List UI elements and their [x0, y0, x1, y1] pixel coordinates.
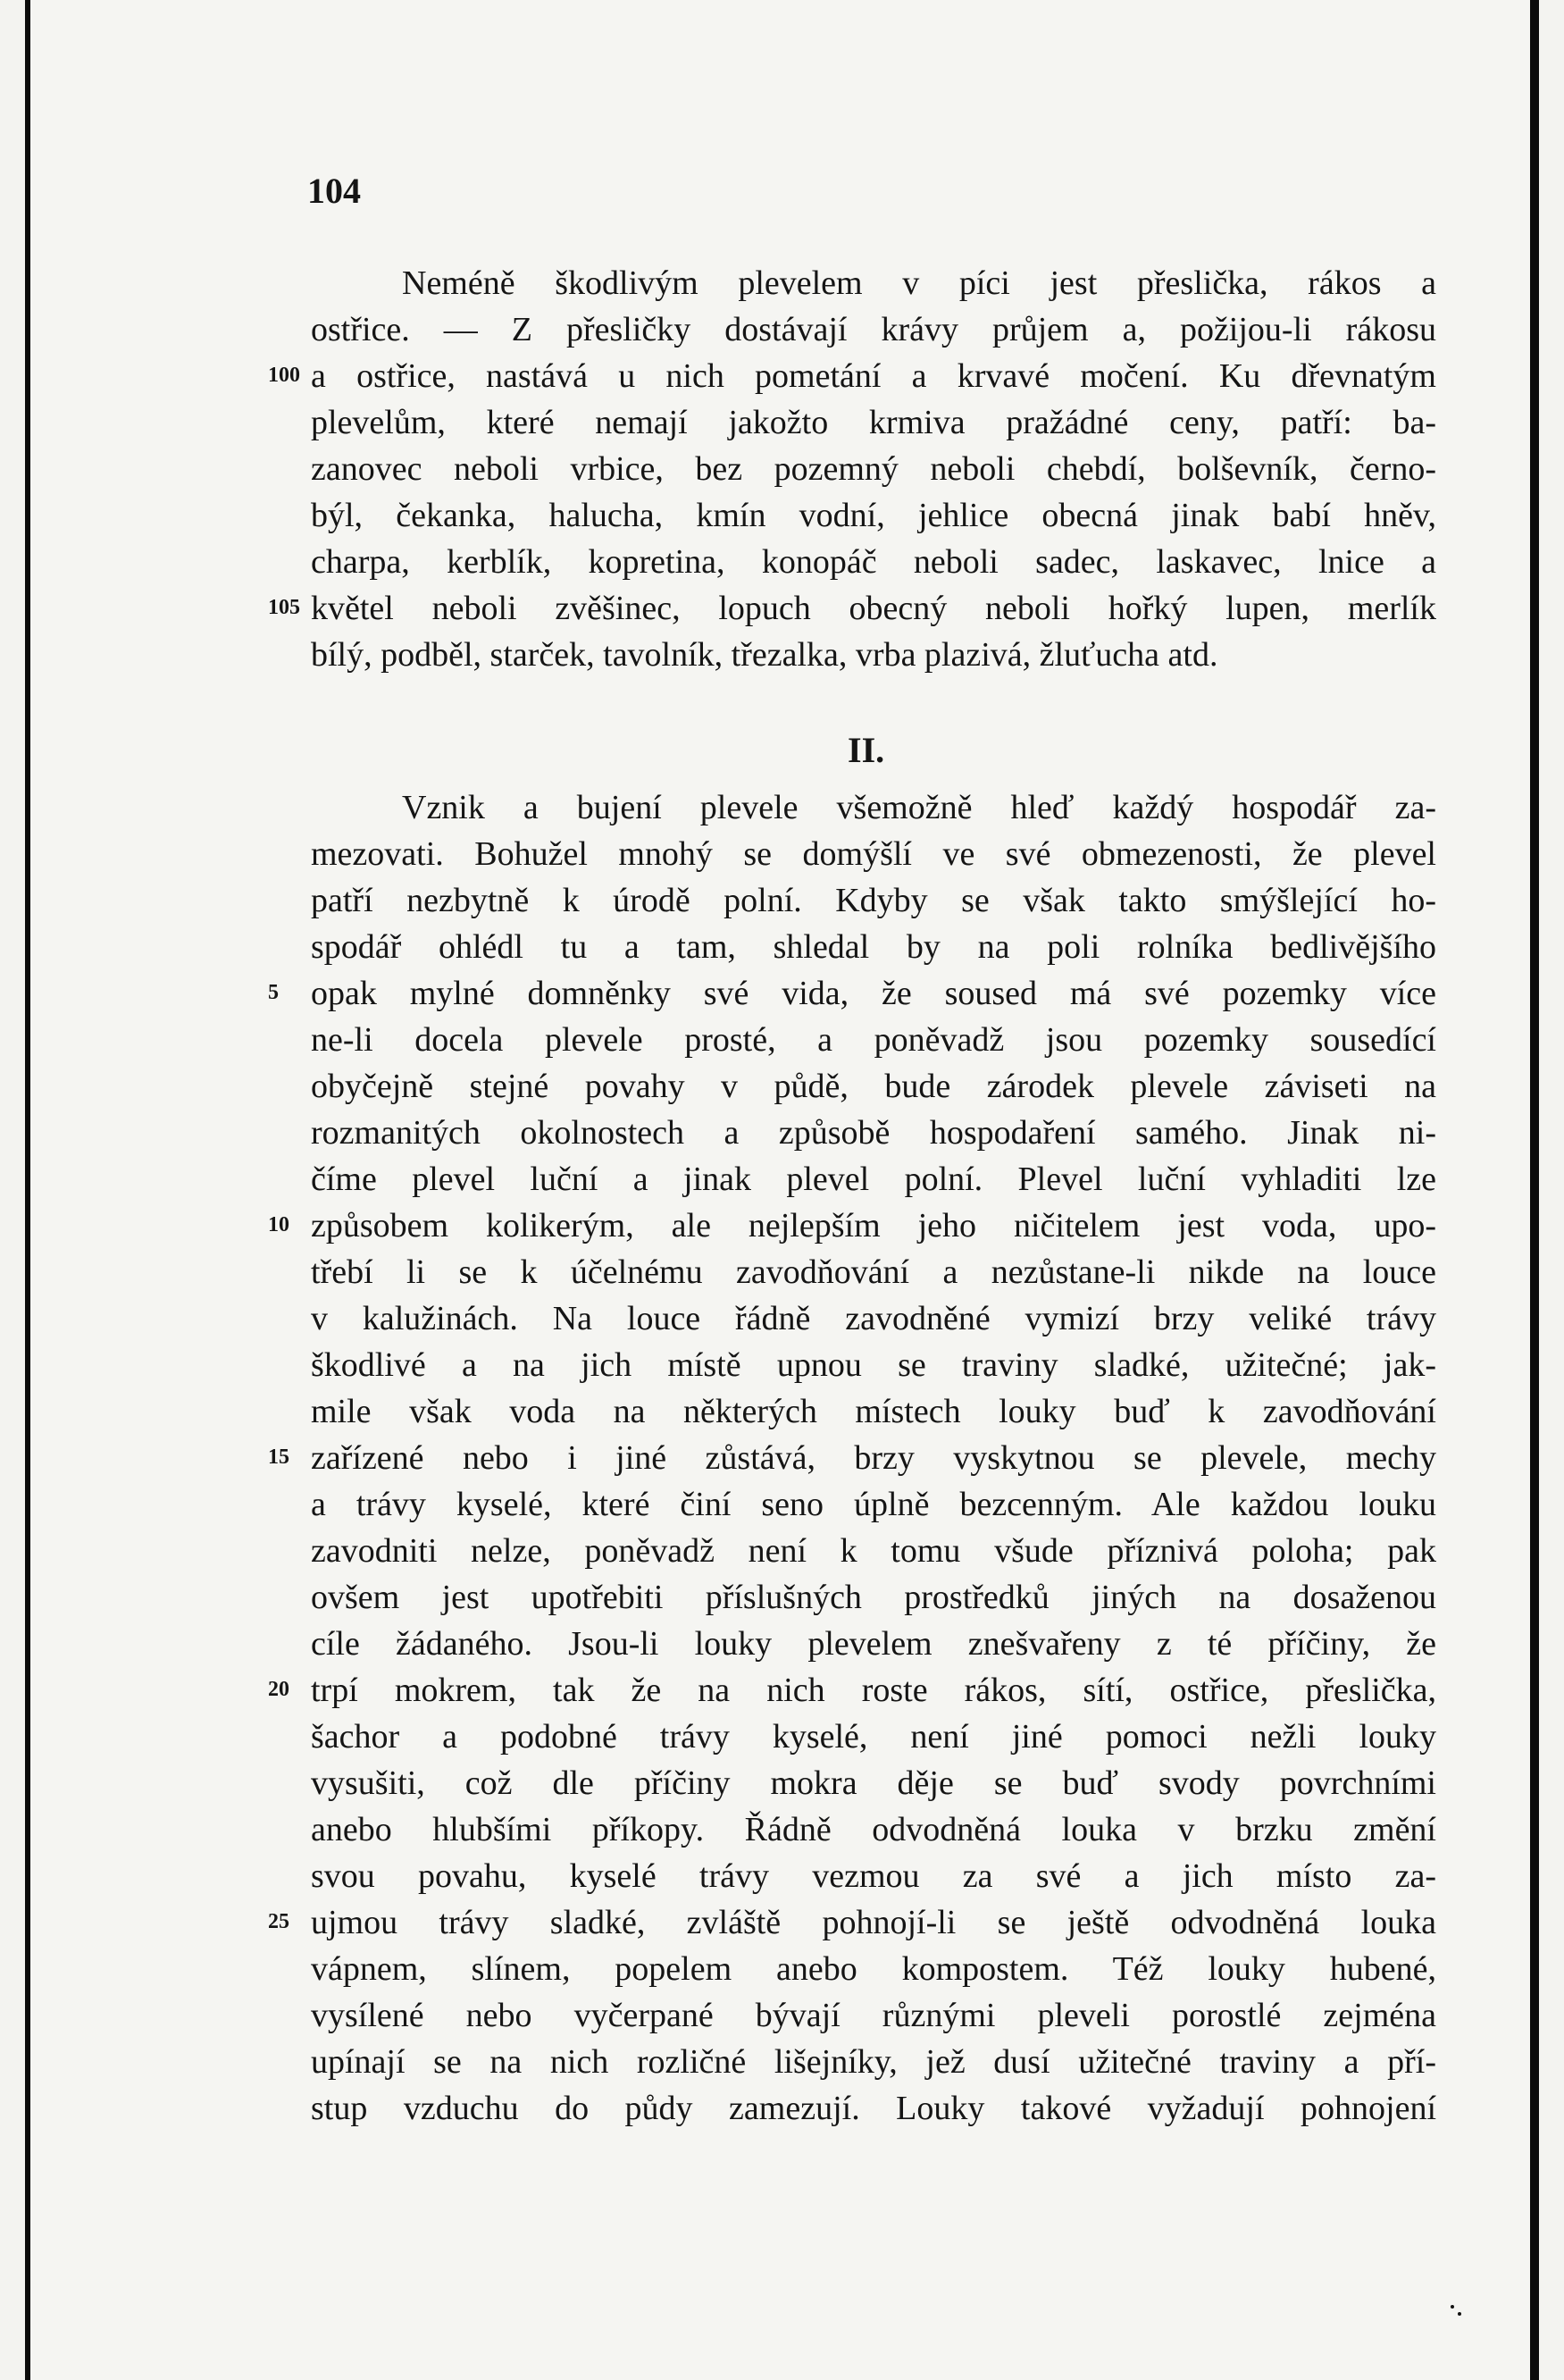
section-one-line-9: bílý, podběl, starček, tavolník, třezalka, vrba plazivá, žluťucha atd. — [311, 636, 1218, 674]
section-two-line-5: opak mylné domněnky své vida, že soused má své pozemky více — [311, 975, 1436, 1012]
line-number-25: 25 — [268, 1910, 289, 1933]
section-two-line-17: zavodniti nelze, poněvadž není k tomu všude příznivá poloha; pak — [311, 1532, 1436, 1570]
section-two-line-6: ne-li docela plevele prosté, a poněvadž jsou pozemky sousedící — [311, 1021, 1436, 1059]
scanned-page — [25, 0, 1539, 2380]
section-two-line-1: Vznik a bujení plevele všemožně hleď každý hospodář za- — [402, 789, 1436, 826]
section-two-line-25: ujmou trávy sladké, zvláště pohnojí-li se ještě odvodněná louka — [311, 1904, 1436, 1941]
section-two-line-16: a trávy kyselé, které činí seno úplně bezcenným. Ale každou louku — [311, 1486, 1436, 1523]
line-number-100: 100 — [268, 364, 300, 387]
section-two-line-11: třebí li se k účelnému zavodňování a nezůstane-li nikde na louce — [311, 1253, 1436, 1291]
section-two-line-8: rozmanitých okolnostech a způsobě hospodaření samého. Jinak ni- — [311, 1114, 1436, 1152]
paper-speck — [1458, 2312, 1461, 2316]
section-one-line-1: Neméně škodlivým plevelem v píci jest přeslička, rákos a — [402, 264, 1436, 302]
section-two-line-22: vysušiti, což dle příčiny mokra děje se buď svody povrchními — [311, 1764, 1436, 1802]
section-one-line-8: květel neboli zvěšinec, lopuch obecný neboli hořký lupen, merlík — [311, 590, 1436, 627]
section-two-line-26: vápnem, slínem, popelem anebo kompostem. Též louky hubené, — [311, 1950, 1436, 1988]
section-two-line-14: mile však voda na některých místech louky buď k zavodňování — [311, 1393, 1436, 1430]
line-number-20: 20 — [268, 1678, 289, 1701]
section-two-line-24: svou povahu, kyselé trávy vezmou za své a jich místo za- — [311, 1857, 1436, 1895]
section-two-line-7: obyčejně stejné povahy v půdě, bude zárodek plevele záviseti na — [311, 1068, 1436, 1105]
section-two-line-9: číme plevel luční a jinak plevel polní. Plevel luční vyhladiti lze — [311, 1161, 1436, 1198]
section-one-line-3: a ostřice, nastává u nich pometání a krvavé močení. Ku dřevnatým — [311, 357, 1436, 395]
section-one-line-6: býl, čekanka, halucha, kmín vodní, jehlice obecná jinak babí hněv, — [311, 497, 1436, 534]
section-two-line-18: ovšem jest upotřebiti příslušných prostředků jiných na dosaženou — [311, 1579, 1436, 1616]
section-two-line-2: mezovati. Bohužel mnohý se domýšlí ve své obmezenosti, že plevel — [311, 835, 1436, 873]
line-number-10: 10 — [268, 1213, 289, 1236]
section-two-line-13: škodlivé a na jich místě upnou se traviny sladké, užitečné; jak- — [311, 1346, 1436, 1384]
section-two-line-20: trpí mokrem, tak že na nich roste rákos, sítí, ostřice, přeslička, — [311, 1672, 1436, 1709]
line-number-105: 105 — [268, 596, 300, 619]
section-two-line-21: šachor a podobné trávy kyselé, není jiné pomoci nežli louky — [311, 1718, 1436, 1756]
section-two-line-19: cíle žádaného. Jsou-li louky plevelem znešvařeny z té příčiny, že — [311, 1625, 1436, 1663]
section-one-line-5: zanovec neboli vrbice, bez pozemný neboli chebdí, bolševník, černo- — [311, 450, 1436, 488]
section-two-line-10: způsobem kolikerým, ale nejlepším jeho ničitelem jest voda, upo- — [311, 1207, 1436, 1244]
section-one-line-2: ostřice. — Z přesličky dostávají krávy průjem a, požijou-li rákosu — [311, 311, 1436, 348]
paper-speck — [1451, 2305, 1454, 2309]
section-two-line-28: upínají se na nich rozličné lišejníky, jež dusí užitečné traviny a pří- — [311, 2043, 1436, 2081]
section-two-line-12: v kalužinách. Na louce řádně zavodněné vymizí brzy veliké trávy — [311, 1300, 1436, 1337]
section-two-line-15: zařízené nebo i jiné zůstává, brzy vyskytnou se plevele, mechy — [311, 1439, 1436, 1477]
section-two-line-29: stup vzduchu do půdy zamezují. Louky takové vyžadují pohnojení — [311, 2090, 1436, 2127]
section-one-line-4: plevelům, které nemají jakožto krmiva pražádné ceny, patří: ba- — [311, 404, 1436, 441]
page-number: 104 — [307, 171, 361, 211]
section-one-line-7: charpa, kerblík, kopretina, konopáč neboli sadec, laskavec, lnice a — [311, 543, 1436, 581]
section-two-line-4: spodář ohlédl tu a tam, shledal by na poli rolníka bedlivějšího — [311, 928, 1436, 966]
section-two-line-3: patří nezbytně k úrodě polní. Kdyby se však takto smýšlející ho- — [311, 882, 1436, 919]
section-two-line-23: anebo hlubšími příkopy. Řádně odvodněná louka v brzku změní — [311, 1811, 1436, 1848]
section-two-line-27: vysílené nebo vyčerpané bývají různými pleveli porostlé zejména — [311, 1997, 1436, 2034]
section-heading: II. — [848, 730, 885, 770]
line-number-5: 5 — [268, 981, 279, 1004]
line-number-15: 15 — [268, 1446, 289, 1469]
